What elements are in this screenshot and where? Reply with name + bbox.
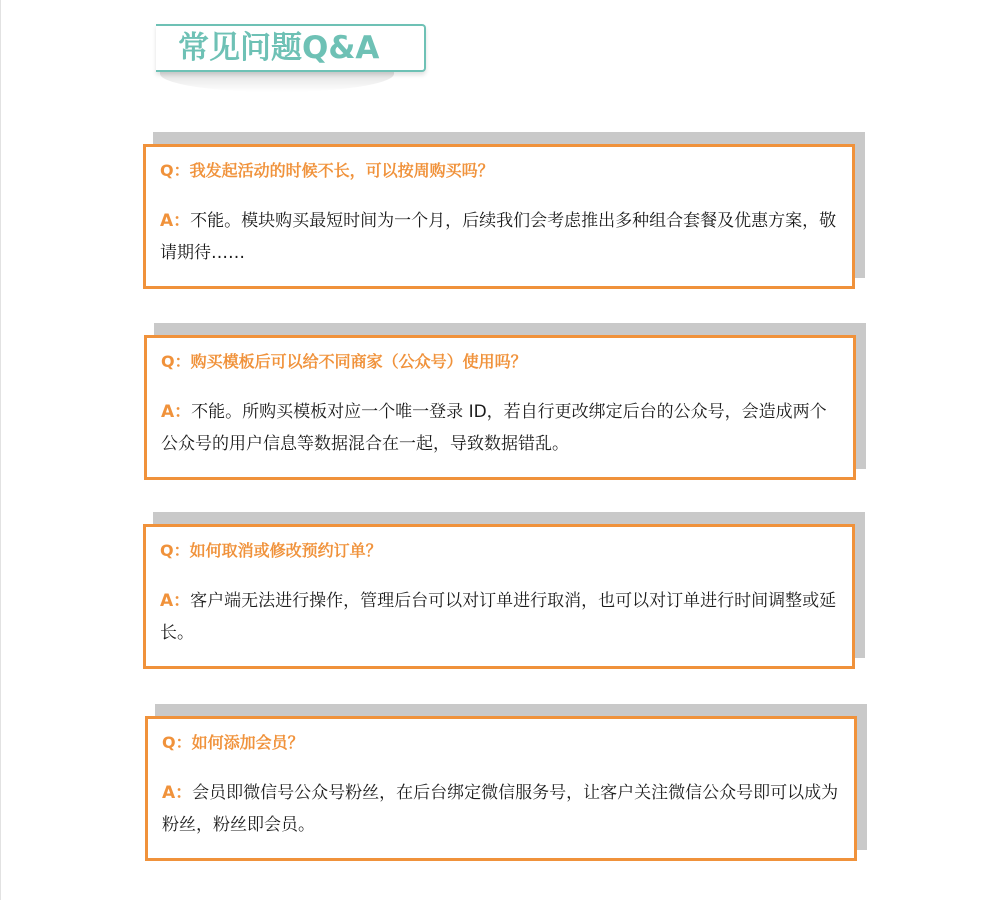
page-title: 常见问题Q&A [178, 30, 380, 66]
faq-item-box [144, 335, 856, 480]
answer-text: 不能。模块购买最短时间为一个月，后续我们会考虑推出多种组合套餐及优惠方案，敬请期待…… [160, 211, 837, 263]
question-text: 购买模板后可以给不同商家（公众号）使用吗？ [190, 352, 527, 371]
faq-answer [162, 777, 840, 841]
answer-text: 客户端无法进行操作，管理后台可以对订单进行取消，也可以对订单进行时间调整或延长。 [160, 591, 837, 643]
answer-prefix: A： [161, 402, 192, 422]
faq-question [160, 539, 838, 563]
question-text: 如何添加会员？ [191, 733, 304, 752]
faq-answer [160, 585, 838, 649]
answer-prefix: A： [160, 591, 191, 611]
faq-answer [161, 396, 839, 460]
answer-text: 会员即微信号公众号粉丝，在后台绑定微信服务号，让客户关注微信公众号即可以成为粉丝，粉丝即会员。 [162, 783, 839, 835]
question-prefix: Q： [160, 541, 190, 560]
faq-item-box [145, 716, 857, 861]
answer-prefix: A： [162, 783, 193, 803]
question-prefix: Q： [160, 161, 190, 180]
faq-question [161, 350, 839, 374]
faq-title-banner [156, 24, 426, 74]
question-text: 如何取消或修改预约订单？ [189, 541, 382, 560]
answer-text: 不能。所购买模板对应一个唯一登录 ID，若自行更改绑定后台的公众号，会造成两个公众号的用户信息等数据混合在一起，导致数据错乱。 [161, 402, 827, 454]
faq-question [160, 159, 838, 183]
title-banner-shadow [160, 70, 394, 92]
faq-item-box [143, 524, 855, 669]
question-prefix: Q： [162, 733, 192, 752]
faq-answer [160, 205, 838, 269]
faq-item-box [143, 144, 855, 289]
question-text: 我发起活动的时候不长，可以按周购买吗？ [189, 161, 494, 180]
left-border-line [0, 0, 1, 900]
faq-question [162, 731, 840, 755]
question-prefix: Q： [161, 352, 191, 371]
answer-prefix: A： [160, 211, 191, 231]
